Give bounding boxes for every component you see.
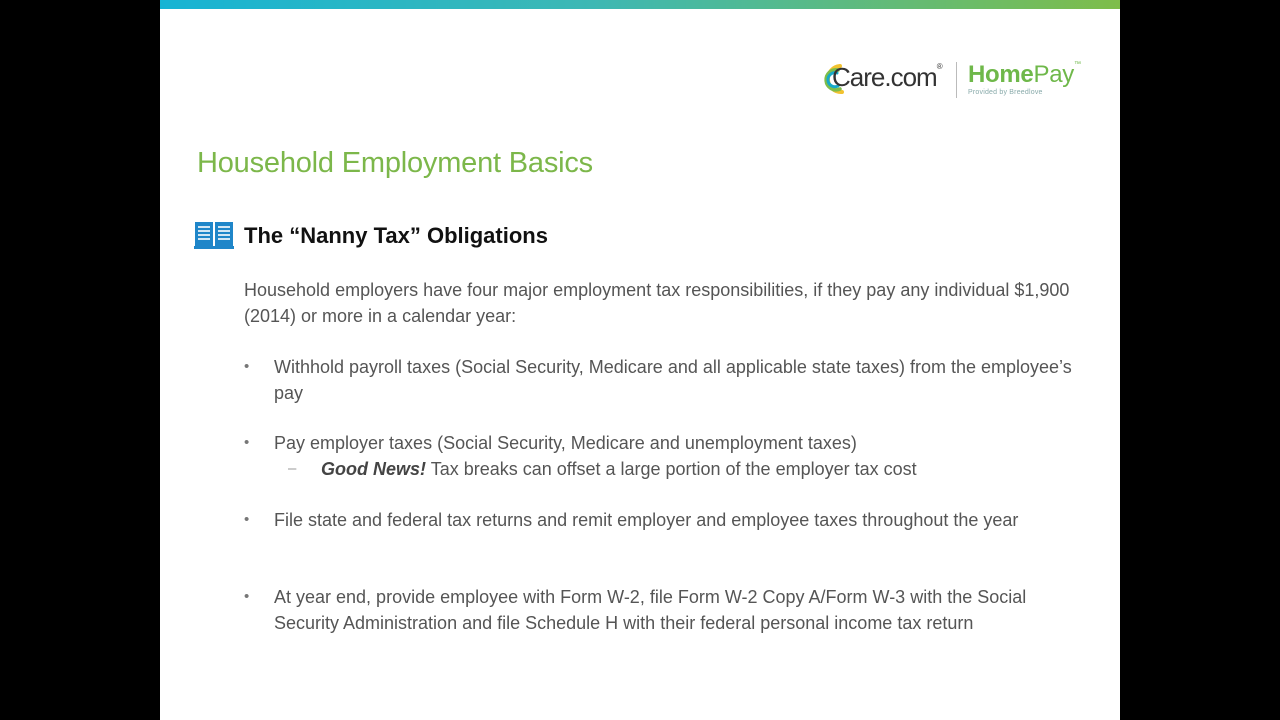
logo-divider xyxy=(956,62,957,98)
bullet-text: Pay employer taxes (Social Security, Medicare and unemployment taxes) xyxy=(274,433,857,453)
open-book-icon xyxy=(194,220,234,250)
section-heading: The “Nanny Tax” Obligations xyxy=(244,223,548,248)
sub-bullet-marker: – xyxy=(288,460,297,477)
homepay-tagline: Provided by Breedlove xyxy=(968,89,1043,96)
homepay-logo-text: HomePay™ xyxy=(968,61,1081,88)
good-news-emphasis: Good News! xyxy=(321,459,427,479)
care-logo-text: Care.com® xyxy=(832,62,942,92)
bullet-marker: • xyxy=(244,511,250,528)
sub-bullet-text: Good News! Tax breaks can offset a large portion of the employer tax cost xyxy=(321,459,917,479)
bullet-text: Withhold payroll taxes (Social Security, Medicare and all applicable state taxes) from the employee’s pay xyxy=(274,357,1072,403)
slide-title: Household Employment Basics xyxy=(197,147,593,179)
bullet-marker: • xyxy=(244,358,250,375)
bullet-marker: • xyxy=(244,588,250,605)
slide xyxy=(160,0,1120,720)
intro-paragraph: Household employers have four major employment tax responsibilities, if they pay any individual $1,900 (2014) or more in a calendar year: xyxy=(244,280,1070,326)
top-gradient-bar xyxy=(160,0,1120,9)
care-homepay-logo xyxy=(820,60,1090,100)
bullet-marker: • xyxy=(244,434,250,451)
bullet-text: File state and federal tax returns and remit employer and employee taxes throughout the year xyxy=(274,510,1019,530)
bullet-text: At year end, provide employee with Form W-2, file Form W-2 Copy A/Form W-3 with the Social Security Administration and file Schedule H with their federal personal income tax return xyxy=(274,587,1027,633)
